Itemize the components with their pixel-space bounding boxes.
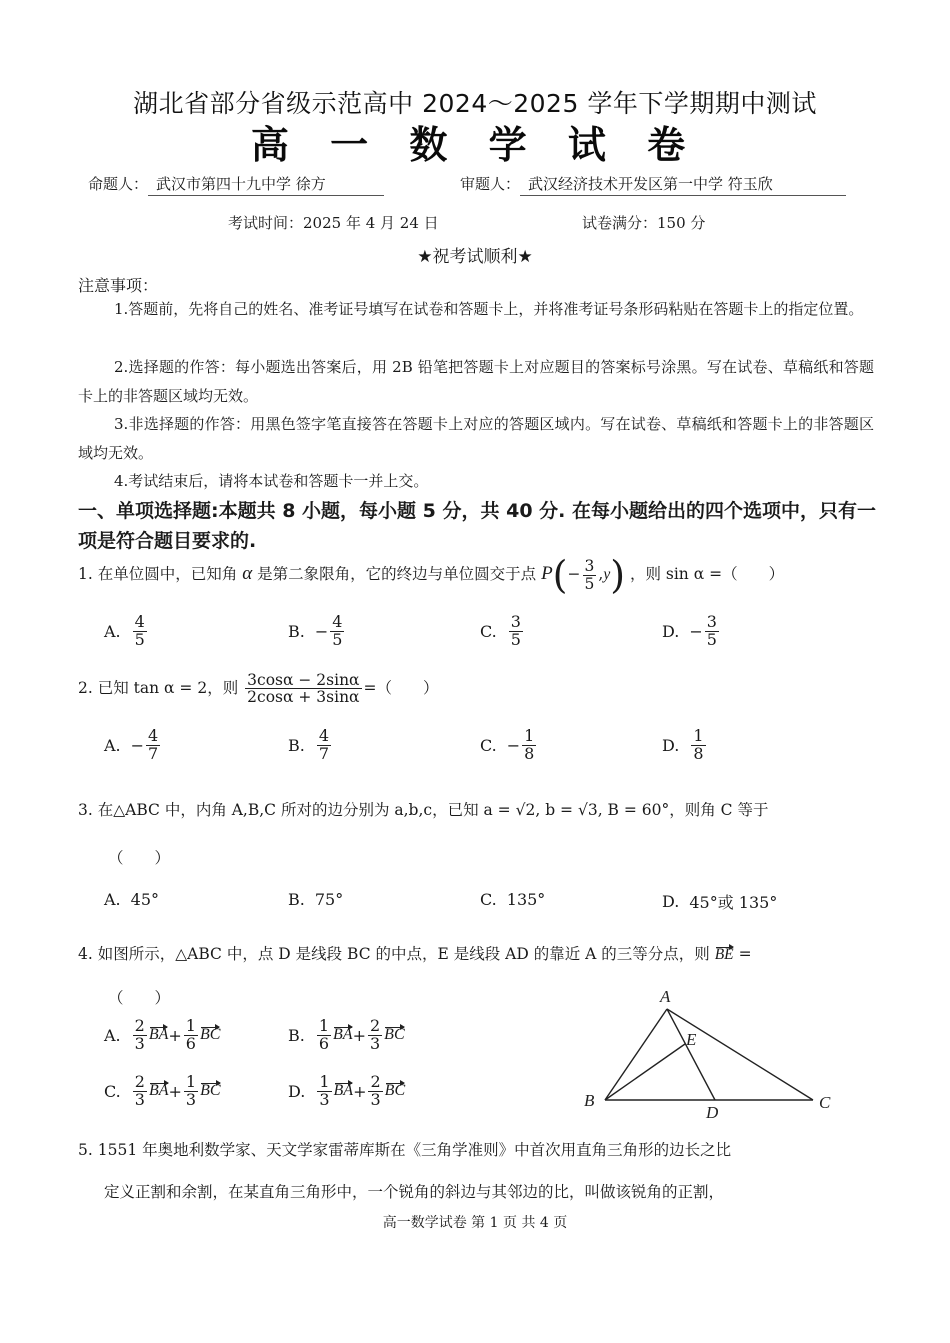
reviewer-value: 武汉经济技术开发区第一中学 符玉欣 — [520, 173, 846, 196]
q3-answer-blank: （ ） — [108, 849, 171, 867]
q2-option-d[interactable]: D. $\frac{1}{8}$ — [662, 726, 704, 763]
section-heading: 一、单项选择题:本题共 8 小题，每小题 5 分，共 40 分. 在每小题给出的四个选项中，只有一项是符合题目要求的. — [78, 500, 877, 552]
note-item-4: 4.考试结束后，请将本试卷和答题卡一并上交。 — [114, 472, 429, 490]
question-3: 3. 在△ABC 中，内角 A,B,C 所对的边分别为 a,b,c，已知 a = √2, b = √3, B = 60°，则角 C 等于 — [78, 801, 769, 819]
full-score-value: 150 分 — [657, 214, 706, 232]
q4-option-a[interactable]: A. $\frac{2}{3}$ BA + $\frac{1}{6}$ BC — [104, 1016, 221, 1053]
question-2: 2. 已知 tan α = 2，则 $\frac{3\cos\alpha - 2\sin\alpha}{2\cos\alpha + 3\sin\alpha}$ =（ ） — [78, 671, 439, 707]
question-5-line2: 定义正割和余割，在某直角三角形中，一个锐角的斜边与其邻边的比，叫做该锐角的正割， — [104, 1183, 725, 1201]
exam-time-value: 2025 年 4 月 24 日 — [303, 214, 439, 232]
good-luck-banner: ★祝考试顺利★ — [417, 247, 533, 267]
exam-time-label: 考试时间： — [228, 214, 304, 232]
exam-title: 湖北省部分省级示范高中 2024～2025 学年下学期期中测试 — [133, 89, 817, 118]
fraction: $\frac{3}{5}$ — [584, 557, 595, 593]
author-value: 武汉市第四十九中学 徐方 — [148, 173, 384, 196]
q3-option-c[interactable]: C. 135° — [480, 890, 546, 909]
vector-be: BE — [714, 946, 734, 963]
q4-option-c[interactable]: C. $\frac{2}{3}$ BA + $\frac{1}{3}$ BC — [104, 1072, 221, 1109]
label-d: D — [706, 1103, 719, 1122]
label-c: C — [819, 1093, 831, 1112]
q2-option-c[interactable]: C. − $\frac{1}{8}$ — [480, 726, 535, 763]
note-item-1: 1.答题前，先将自己的姓名、准考证号填写在试卷和答题卡上，并将准考证号条形码粘贴在答题卡上的指定位置。 — [114, 300, 864, 318]
q1-option-d[interactable]: D. − $\frac{3}{5}$ — [662, 612, 717, 649]
q1-option-a[interactable]: A. $\frac{4}{5}$ — [104, 612, 145, 649]
note-item-3: 3.非选择题的作答：用黑色签字笔直接答在答题卡上对应的答题区域内。写在试卷、草稿纸和答题卡上的非答题区域均无效。 — [78, 415, 874, 462]
q4-option-b[interactable]: B. $\frac{1}{6}$ BA + $\frac{2}{3}$ BC — [288, 1016, 405, 1053]
page-footer: 高一数学试卷 第 1 页 共 4 页 — [382, 1215, 568, 1231]
label-e: E — [686, 1030, 697, 1049]
note-item-2: 2.选择题的作答：每小题选出答案后，用 2B 铅笔把答题卡上对应题目的答案标号涂黑。写在试卷、草稿纸和答题卡上的非答题区域均无效。 — [78, 358, 874, 405]
q4-answer-blank: （ ） — [108, 989, 171, 1007]
q1-option-b[interactable]: B. − $\frac{4}{5}$ — [288, 612, 343, 649]
q2-option-b[interactable]: B. $\frac{4}{7}$ — [288, 726, 330, 763]
question-4: 4. 如图所示，△ABC 中，点 D 是线段 BC 的中点，E 是线段 AD 的靠近 A 的三等分点，则 BE = — [78, 945, 752, 963]
author-label: 命题人： — [88, 175, 149, 193]
q3-option-b[interactable]: B. 75° — [288, 890, 344, 909]
q2-option-a[interactable]: A. − $\frac{4}{7}$ — [104, 726, 159, 763]
notes-heading: 注意事项： — [78, 276, 159, 295]
q4-option-d[interactable]: D. $\frac{1}{3}$ BA + $\frac{2}{3}$ BC — [288, 1072, 406, 1109]
author-line — [88, 173, 384, 196]
q3-option-a[interactable]: A. 45° — [104, 890, 159, 909]
full-score — [582, 212, 705, 233]
reviewer-label: 审题人： — [460, 175, 521, 193]
paper-title: 高 一 数 学 试 卷 — [250, 123, 700, 167]
fraction: $\frac{3\cos\alpha - 2\sin\alpha}{2\cos\alpha + 3\sin\alpha}$ — [247, 671, 360, 707]
full-score-label: 试卷满分： — [582, 214, 658, 232]
reviewer-line — [460, 173, 846, 196]
q3-option-d[interactable]: D. 45°或 135° — [662, 892, 778, 912]
exam-time — [228, 212, 439, 233]
question-1: 1. 在单位圆中，已知角 α 是第二象限角，它的终边与单位圆交于点 P(− $\frac{3}{5}$ ,y) ，则 sin α =（ ） — [78, 553, 785, 597]
label-a: A — [660, 987, 671, 1006]
q1-option-c[interactable]: C. $\frac{3}{5}$ — [480, 612, 521, 649]
label-b: B — [584, 1091, 595, 1110]
question-5: 5. 1551 年奥地利数学家、天文学家雷蒂库斯在《三角学准则》中首次用直角三角形的边长之比 — [78, 1141, 732, 1159]
triangle-figure — [570, 982, 850, 1127]
